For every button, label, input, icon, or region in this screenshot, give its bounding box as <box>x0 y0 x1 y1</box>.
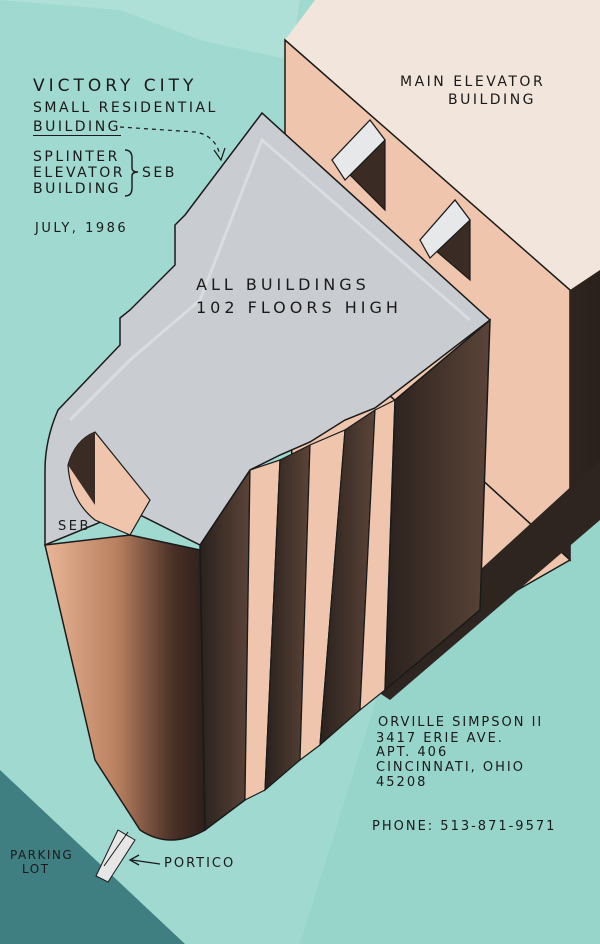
contact-city: CINCINNATI, OHIO <box>376 760 525 775</box>
title-victory-city: VICTORY CITY <box>33 76 198 96</box>
parking-lot-label-line1: PARKING <box>10 848 74 862</box>
contact-phone: PHONE: 513-871-9571 <box>372 819 557 834</box>
title-line-small-residential: SMALL RESIDENTIAL <box>33 100 218 116</box>
drawing-date: JULY, 1986 <box>35 221 129 236</box>
contact-zip: 45208 <box>376 775 428 790</box>
contact-apt: APT. 406 <box>376 745 449 760</box>
main-elevator-label-line2: BUILDING <box>448 92 537 108</box>
title-line-building: BUILDING <box>33 119 122 135</box>
main-elevator-label-line1: MAIN ELEVATOR <box>400 74 546 90</box>
seb-line-elevator: ELEVATOR <box>33 165 125 181</box>
roof-label-line1: ALL BUILDINGS <box>196 275 370 294</box>
seb-line-building: BUILDING <box>33 181 122 197</box>
parking-lot-label-line2: LOT <box>22 862 50 876</box>
seb-roof-label: SEB <box>58 519 91 534</box>
portico-label: PORTICO <box>164 856 236 871</box>
contact-name: ORVILLE SIMPSON II <box>378 715 544 730</box>
seb-abbreviation: SEB <box>142 165 177 181</box>
seb-line-splinter: SPLINTER <box>33 149 120 165</box>
contact-street: 3417 ERIE AVE. <box>376 731 504 746</box>
roof-label-line2: 102 FLOORS HIGH <box>196 298 402 317</box>
